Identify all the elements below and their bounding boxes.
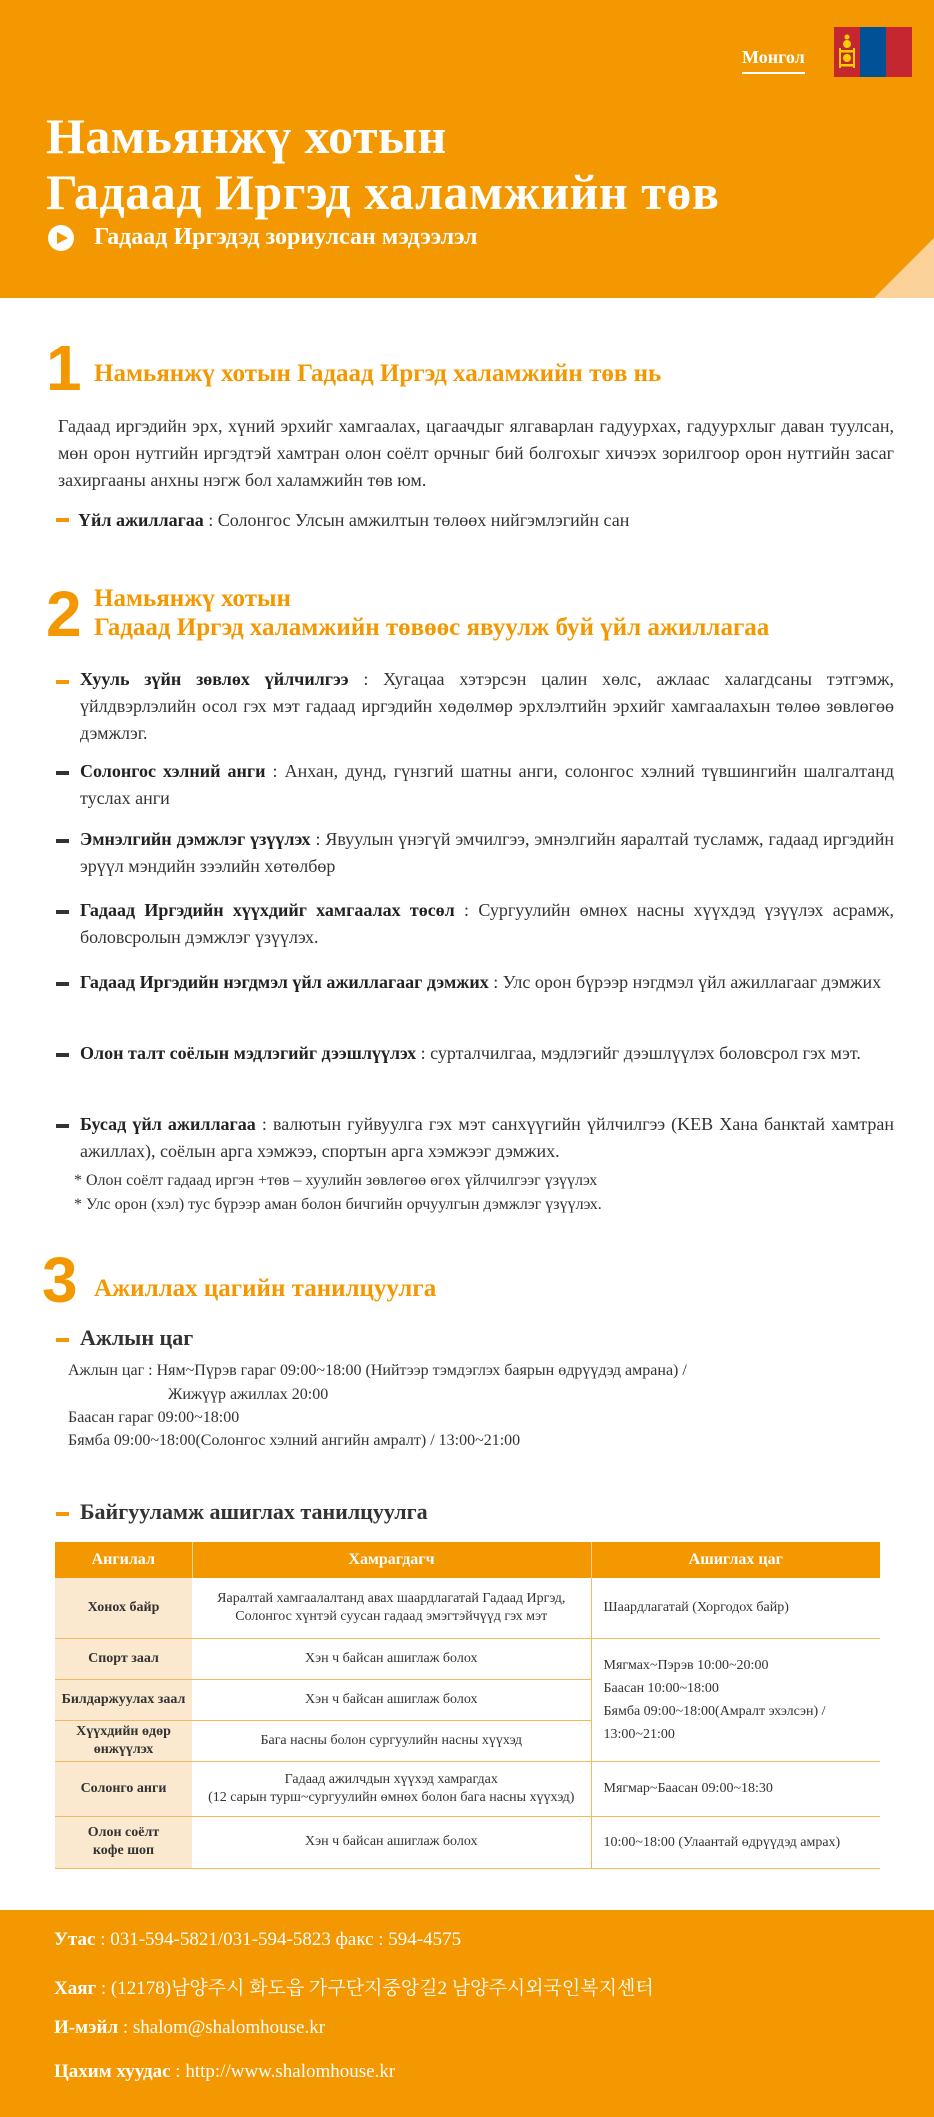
header-banner: [0, 0, 934, 298]
category-cell: Солонго анги: [55, 1761, 192, 1816]
target-cell: Бага насны болон сургуулийн насны хүүхэд: [192, 1720, 591, 1761]
target-cell: [192, 1761, 591, 1816]
corner-decoration: [874, 238, 934, 298]
dash-marker: [56, 1338, 69, 1342]
target-line: Солонгос хүнтэй суусан гадаад эмэгтэйчүүд гэх мэт: [235, 1608, 548, 1624]
footer-phone: [54, 1929, 461, 1951]
hours-duty: Жижүүр ажиллах 20:00: [168, 1386, 329, 1403]
activity-item: [80, 826, 894, 880]
mongolia-flag-icon: [834, 27, 912, 77]
phone-value: : 031-594-5821/031-594-5823 факс : 594-4575: [95, 1929, 462, 1950]
column-header: Ангилал: [55, 1542, 192, 1578]
time-cell: [591, 1638, 880, 1761]
activity-label: Солонгос хэлний анги: [80, 761, 266, 781]
target-cell: Хэн ч байсан ашиглаж болох: [192, 1638, 591, 1679]
target-cell: Хэн ч байсан ашиглаж болох: [192, 1816, 591, 1868]
category-line: Олон соёлт: [87, 1825, 160, 1840]
column-header: Ашиглах цаг: [591, 1542, 880, 1578]
operation-text: : Солонгос Улсын амжилтын төлөөх нийгэмлэгийн сан: [203, 510, 630, 530]
activity-label: Хууль зүйн зөвлөх үйлчилгээ: [80, 669, 349, 689]
dash-marker: [56, 1512, 69, 1516]
hours-saturday: Бямба 09:00~18:00(Солонгос хэлний ангийн амралт) / 13:00~21:00: [68, 1432, 521, 1449]
category-cell: Спорт заал: [55, 1638, 192, 1679]
category-cell: [55, 1816, 192, 1868]
website-link[interactable]: : http://www.shalomhouse.kr: [170, 2061, 396, 2082]
section-1-operation: [78, 507, 892, 534]
dash-marker: [56, 1124, 69, 1128]
footer-contact: [0, 1910, 934, 2117]
section-2-number: 2: [46, 578, 82, 650]
section-2-title-line-1: Намьянжү хотын: [94, 585, 291, 612]
activity-text: : сурталчилгаа, мэдлэгийг дээшлүүлэх боловсрол гэх мэт.: [416, 1043, 861, 1063]
email-link[interactable]: : shalom@shalomhouse.kr: [118, 2017, 326, 2038]
dash-marker: [56, 839, 69, 843]
activity-text: : Анхан, дунд, гүнзгий шатны анги, солонгос хэлний түвшингийн шалгалтанд туслах анги: [80, 761, 895, 808]
dash-marker: [56, 910, 69, 914]
target-line: Гадаад ажилчдын хүүхэд хамрагдах: [284, 1771, 498, 1787]
subtitle-text: Гадаад Иргэдэд зориулсан мэдээлэл: [94, 224, 478, 250]
section-1-paragraph: Гадаад иргэдийн эрх, хүний эрхийг хамгаалах, цагаачдыг ялгаварлан гадуурхах, гадуурхлыг даван туулсан, мөн орон нутгийн иргэдтэй хамтран олон соёлт орчныг бий болгохыг хичээх зорилгоор орон нутгийн засаг захиргааны анхны нэгж бол халамжийн төв юм.: [58, 416, 894, 490]
time-line: Мягмах~Пэрэв 10:00~20:00: [603, 1657, 769, 1673]
category-cell: Билдаржуулах заал: [55, 1679, 192, 1720]
section-3-title: Ажиллах цагийн танилцуулга: [94, 1275, 437, 1302]
section-1-title: Намьянжү хотын Гадаад Иргэд халамжийн төв нь: [94, 360, 662, 387]
activity-item: [80, 897, 894, 951]
note-1: * Олон соёлт гадаад иргэн +төв – хуулийн зөвлөгөө өгөх үйлчилгээг үзүүлэх: [74, 1172, 598, 1189]
email-label: И-мэйл: [54, 2017, 119, 2038]
subtitle: [48, 224, 478, 251]
dash-marker: [56, 982, 69, 986]
section-2-title: [94, 584, 769, 642]
play-icon: [48, 225, 74, 251]
table-row: [55, 1638, 880, 1679]
footer-email: [54, 2017, 325, 2039]
section-1-number: 1: [46, 332, 82, 404]
activity-item: [80, 666, 894, 747]
operation-label: Үйл ажиллагаа: [78, 510, 204, 530]
category-line: Хүүхдийн өдөр: [76, 1723, 171, 1739]
time-line: Баасан 10:00~18:00: [603, 1680, 719, 1696]
time-line: 13:00~21:00: [603, 1726, 675, 1742]
activity-label: Эмнэлгийн дэмжлэг үзүүлэх: [80, 829, 311, 849]
category-cell: Хонох байр: [55, 1578, 192, 1638]
working-hours-title: Ажлын цаг: [80, 1325, 194, 1350]
table-row: [55, 1578, 880, 1638]
activity-label: Бусад үйл ажиллагаа: [80, 1114, 256, 1134]
phone-label: Утас: [54, 1929, 96, 1950]
facility-table: [55, 1542, 880, 1869]
facility-title: Байгууламж ашиглах танилцуулга: [80, 1499, 428, 1524]
activity-item: [80, 969, 894, 996]
hours-friday: Баасан гараг 09:00~18:00: [68, 1409, 240, 1426]
time-cell: Шаардлагатай (Хоргодох байр): [591, 1578, 880, 1638]
target-line: Яаралтай хамгаалалтанд авах шаардлагатай Гадаад Иргэд,: [217, 1590, 566, 1606]
section-3-number: 3: [42, 1244, 78, 1316]
website-label: Цахим хуудас: [54, 2061, 171, 2082]
activity-text: : Улс орон бүрээр нэгдмэл үйл ажиллагааг дэмжих: [488, 972, 882, 992]
table-row: [55, 1816, 880, 1868]
address-value: : (12178)남양주시 화도읍 가구단지중앙길2 남양주시외국인복지센터: [96, 1978, 654, 1999]
activity-label: Гадаад Иргэдийн хүүхдийг хамгаалах төсөл: [80, 900, 455, 920]
title-line-2: Гадаад Иргэд халамжийн төв: [46, 164, 720, 220]
section-2-title-line-2: Гадаад Иргэд халамжийн төвөөс явуулж буй үйл ажиллагаа: [94, 614, 770, 641]
target-cell: [192, 1578, 591, 1638]
language-selector[interactable]: Монгол: [742, 47, 805, 74]
table-header-row: [55, 1542, 880, 1578]
activity-text: : Явуулын үнэгүй эмчилгээ, эмнэлгийн яаралтай тусламж, гадаад иргэдийн эрүүл мэндийн зээлийн хөтөлбөр: [80, 829, 894, 876]
dash-marker: [56, 771, 69, 775]
address-label: Хаяг: [54, 1978, 97, 1999]
activity-item: [80, 1040, 894, 1067]
note-2: * Улс орон (хэл) тус бүрээр аман болон бичгийн орчуулгын дэмжлэг үзүүлэх.: [74, 1196, 602, 1213]
activity-item: [80, 1111, 894, 1165]
footer-address: [54, 1973, 654, 2000]
dash-marker: [56, 1053, 69, 1057]
dash-marker: [56, 680, 69, 684]
time-line: Бямба 09:00~18:00(Амралт эхэлсэн) /: [603, 1703, 826, 1719]
activity-text: : Хугацаа хэтэрсэн цалин хөлс, ажлаас халагдсаны тэтгэмж, үйлдвэрлэлийн осол гэх мэт гадаад иргэдийн хөдөлмөр эрхлэлтийн эрхийг хамгаалахын төлөө зөвлөгөө дэмжлэг.: [80, 669, 894, 743]
activity-text: : Сургуулийн өмнөх насны хүүхдэд үзүүлэх асрамж, боловсролын дэмжлэг үзүүлэх.: [80, 900, 894, 947]
hours-weekdays: Ажлын цаг : Ням~Пүрэв гараг 09:00~18:00 (Нийтээр тэмдэглэх баярын өдрүүдэд амрана) /: [68, 1362, 687, 1379]
time-cell: 10:00~18:00 (Улаантай өдрүүдэд амрах): [591, 1816, 880, 1868]
activity-label: Олон талт соёлын мэдлэгийг дээшлүүлэх: [80, 1043, 417, 1063]
time-cell: Мягмар~Баасан 09:00~18:30: [591, 1761, 880, 1816]
target-cell: Хэн ч байсан ашиглаж болох: [192, 1679, 591, 1720]
page-title: [46, 108, 719, 220]
table-row: [55, 1761, 880, 1816]
activity-label: Гадаад Иргэдийн нэгдмэл үйл ажиллагааг дэмжих: [80, 972, 489, 992]
dash-marker: [56, 518, 69, 522]
category-line: кофе шоп: [92, 1843, 155, 1858]
title-line-1: Намьянжү хотын: [46, 108, 447, 164]
activity-item: [80, 758, 894, 812]
category-line: өнжүүлэх: [93, 1741, 154, 1757]
activity-text: : валютын гуйвуулга гэх мэт санхүүгийн үйлчилгээ (KEB Хана банктай хамтран ажиллах), соёлын арга хэмжээ, спортын арга хэмжээг дэмжих.: [80, 1114, 894, 1161]
footer-website: [54, 2061, 395, 2083]
target-line: (12 сарын турш~сургуулийн өмнөх болон бага насны хүүхэд): [208, 1789, 575, 1805]
column-header: Хамрагдагч: [192, 1542, 591, 1578]
category-cell: [55, 1720, 192, 1761]
